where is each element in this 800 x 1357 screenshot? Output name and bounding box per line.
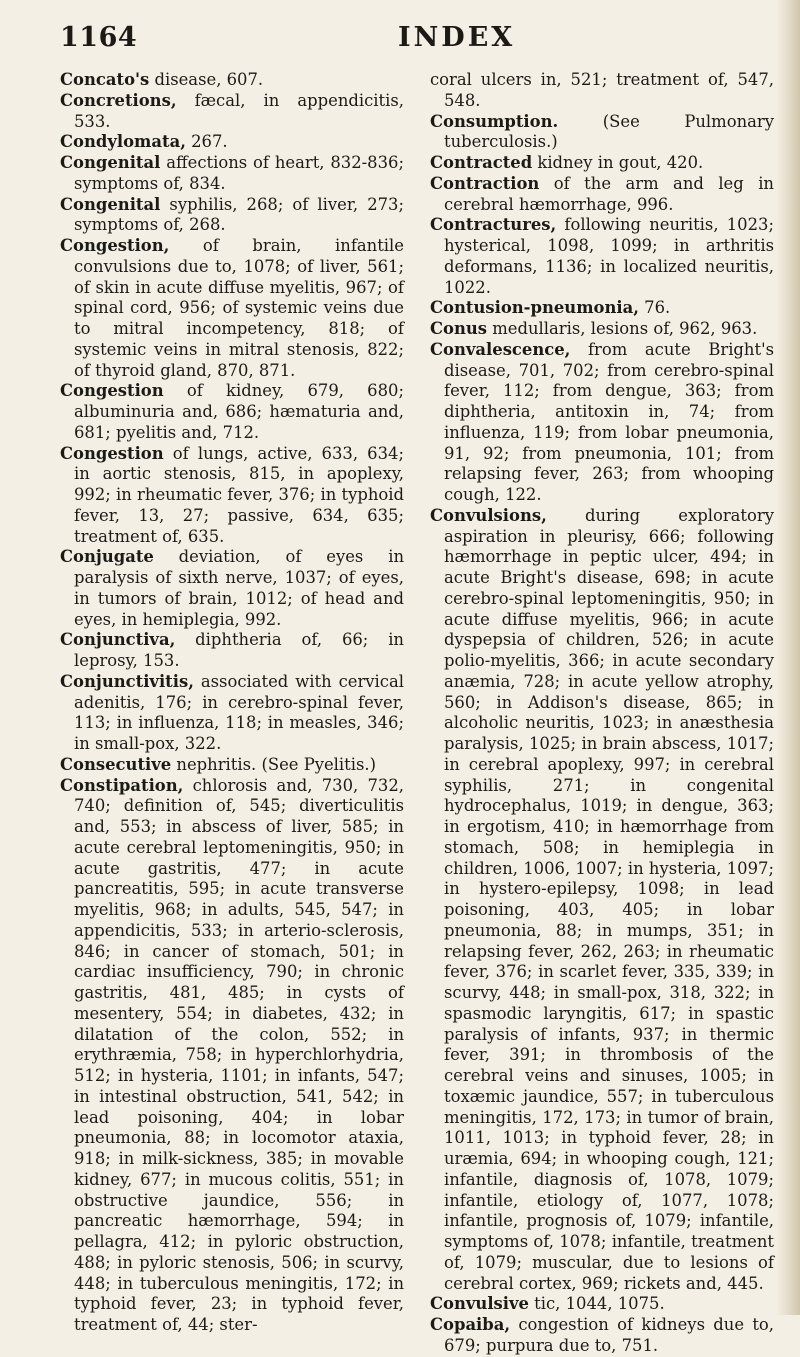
entry-references: kidney in gout, 420. [532,153,704,172]
index-entry [60,630,404,672]
entry-heading: Conjunctivitis, [60,671,194,691]
entry-references: associated with cervical adenitis, 176; in cerebro-spinal fever, 113; in influenza, 118; in measles, 346; in small-pox, 322. [74,671,404,753]
index-entry [60,153,404,195]
index-entry [430,215,774,298]
entry-heading: Convulsions, [430,505,547,525]
index-entry [430,506,774,1295]
index-columns [60,70,774,1355]
index-entry [60,236,404,381]
index-entry [430,298,774,319]
entry-references: medullaris, lesions of, 962, 963. [487,319,758,338]
page-edge-shadow [776,0,800,1315]
index-entry [430,174,774,216]
entry-heading: Congestion, [60,236,170,255]
index-entry [60,91,404,133]
entry-references: diphtheria of, 66; in leprosy, 153. [74,630,404,670]
entry-heading: Consumption. [430,111,559,131]
entry-references: chlorosis and, 730, 732, 740; definition of, 545; diverticulitis and, 553; in abscess of liver, 585; in acute cerebral leptomeningitis, 950; in acute gastritis, 477; in acute pancreatitis, 595; in acute transverse myelitis, 968; in adults, 545, 547; in appendicitis, 533; in arterio-sclerosis, 846; in cancer of stomach, 501; in cardiac insufficiency, 790; in chronic gastritis, 481, 485; in cysts of mesentery, 554; in diabetes, 432; in dilatation of the colon, 552; in erythræmia, 758; in hyperchlorhydria, 512; in hysteria, 1101; in infants, 547; in intestinal obstruction, 541, 542; in lead poisoning, 404; in lobar pneumonia, 88; in locomotor ataxia, 918; in milk-sickness, 385; in movable kidney, 677; in mucous colitis, 551; in obstructive jaundice, 556; in pancreatic hæmorrhage, 594; in pellagra, 412; in pyloric obstruction, 488; in pyloric stenosis, 506; in scurvy, 448; in tuberculous meningitis, 172; in typhoid fever, 23; in typhoid fever, treatment of, 44; ster- [74,775,404,1334]
index-entry [60,776,404,1336]
index-entry [60,755,404,776]
index-entry [60,70,404,91]
entry-references: during exploratory aspiration in pleurisy, 666; following hæmorrhage in peptic ulcer, 494; in acute Bright's disease, 698; in acute cerebro-spinal leptomeningitis, 950; in acute diffuse myelitis, 966; in acute dyspepsia of children, 526; in acute polio-myelitis, 366; in acute secondary anæmia, 728; in acute yellow atrophy, 560; in Addison's disease, 865; in alcoholic neuritis, 1023; in anæsthesia paralysis, 1025; in brain abscess, 1017; in cerebral apoplexy, 997; in cerebral syphilis, 271; in congenital hydrocephalus, 1019; in dengue, 363; in ergotism, 410; in hæmorrhage from stomach, 508; in hemiplegia in children, 1006, 1007; in hysteria, 1097; in hystero-epilepsy, 1098; in lead poisoning, 403, 405; in lobar pneumonia, 88; in mumps, 351; in relapsing fever, 262, 263; in rheumatic fever, 376; in scarlet fever, 335, 339; in scurvy, 448; in small-pox, 318, 322; in spasmodic laryngitis, 617; in spastic paralysis of infants, 937; in thermic fever, 391; in thrombosis of the cerebral veins and sinuses, 1005; in toxæmic jaundice, 557; in tuberculous meningitis, 172, 173; in tumor of brain, 1011, 1013; in typhoid fever, 28; in uræmia, 694; in whooping cough, 121; infantile, diagnosis of, 1078, 1079; infantile, etiology of, 1077, 1078; infantile, prognosis of, 1079; infantile, symptoms of, 1078; infantile, treatment of, 1079; muscular, due to lesions of cerebral cortex, 969; rickets and, 445. [444,505,774,1293]
index-entry [430,70,774,112]
entry-heading: Convulsive [430,1294,529,1314]
entry-heading: Congestion [60,381,164,401]
entry-references: from acute Bright's disease, 701, 702; from cerebro-spinal fever, 112; from dengue, 363; from diphtheria, antitoxin in, 74; from influenza, 119; from lobar pneumonia, 91, 92; from pneumonia, 101; from relapsing fever, 263; from whooping cough, 122. [444,339,774,504]
entry-heading: Condylomata, [60,132,186,152]
index-entry [430,319,774,340]
entry-references: congestion of kidneys due to, 679; purpura due to, 751. [444,1315,774,1355]
entry-references: nephritis. (See Pyelitis.) [171,754,377,774]
entry-references: deviation, of eyes in paralysis of sixth nerve, 1037; of eyes, in tumors of brain, 1012; of head and eyes, in hemiplegia, 992. [74,547,404,629]
right-column [430,70,774,1357]
entry-heading: Congenital [60,194,161,214]
index-entry [430,1294,774,1315]
index-entry [60,381,404,443]
entry-references: disease, 607. [149,70,264,89]
entry-heading: Constipation, [60,775,184,795]
left-column [60,70,404,1336]
entry-references: of the arm and leg in cerebral hæmorrhage, 996. [444,173,774,214]
entry-heading: Contracted [430,153,533,172]
entry-heading: Congestion [60,443,164,463]
entry-heading: Conjugate [60,547,154,567]
entry-heading: Conjunctiva, [60,630,176,650]
entry-heading: Concretions, [60,90,177,110]
index-entry [60,132,404,153]
page-header [60,22,750,66]
index-entry [60,195,404,237]
index-entry [430,340,774,506]
entry-references: coral ulcers in, 521; treatment of, 547, 548. [430,70,774,110]
entry-heading: Consecutive [60,754,172,774]
entry-heading: Congenital [60,153,161,172]
index-entry [430,1315,774,1357]
entry-references: fæcal, in appendicitis, 533. [74,90,404,131]
entry-heading: Convalescence, [430,339,571,359]
entry-references: of kidney, 679, 680; albuminuria and, 686; hæmaturia and, 681; pyelitis and, 712. [74,381,404,442]
index-entry [60,547,404,630]
index-entry [60,444,404,548]
entry-references: affections of heart, 832-836; symptoms of, 834. [74,153,404,193]
entry-heading: Conus [430,319,488,338]
entry-references: of lungs, active, 633, 634; in aortic stenosis, 815, in apoplexy, 992; in rheumatic fever, 376; in typhoid fever, 13, 27; passive, 634, 635; treatment of, 635. [74,443,404,546]
entry-references: following neuritis, 1023; hysterical, 1098, 1099; in arthritis deformans, 1136; in localized neuritis, 1022. [444,215,774,297]
entry-heading: Contusion-pneumonia, [430,298,639,318]
entry-heading: Contraction [430,173,540,193]
entry-references: syphilis, 268; of liver, 273; symptoms of, 268. [74,194,404,235]
page-number: 1164 [60,22,138,53]
entry-references: (See Pulmonary tuberculosis.) [444,111,774,152]
entry-heading: Copaiba, [430,1315,511,1334]
entry-references: of brain, infantile convulsions due to, 1078; of liver, 561; of skin in acute diffuse myelitis, 967; of spinal cord, 956; of systemic veins due to mitral incompetency, 818; of systemic veins in mitral stenosis, 822; of thyroid gland, 870, 871. [74,236,404,380]
index-entry [430,153,774,174]
running-title: INDEX [398,22,516,53]
index-entry [60,672,404,755]
entry-references: tic, 1044, 1075. [528,1294,665,1314]
entry-references: 267. [185,132,228,152]
index-entry [430,112,774,154]
entry-heading: Concato's [60,70,150,89]
entry-heading: Contractures, [430,215,557,235]
entry-references: 76. [638,298,671,318]
